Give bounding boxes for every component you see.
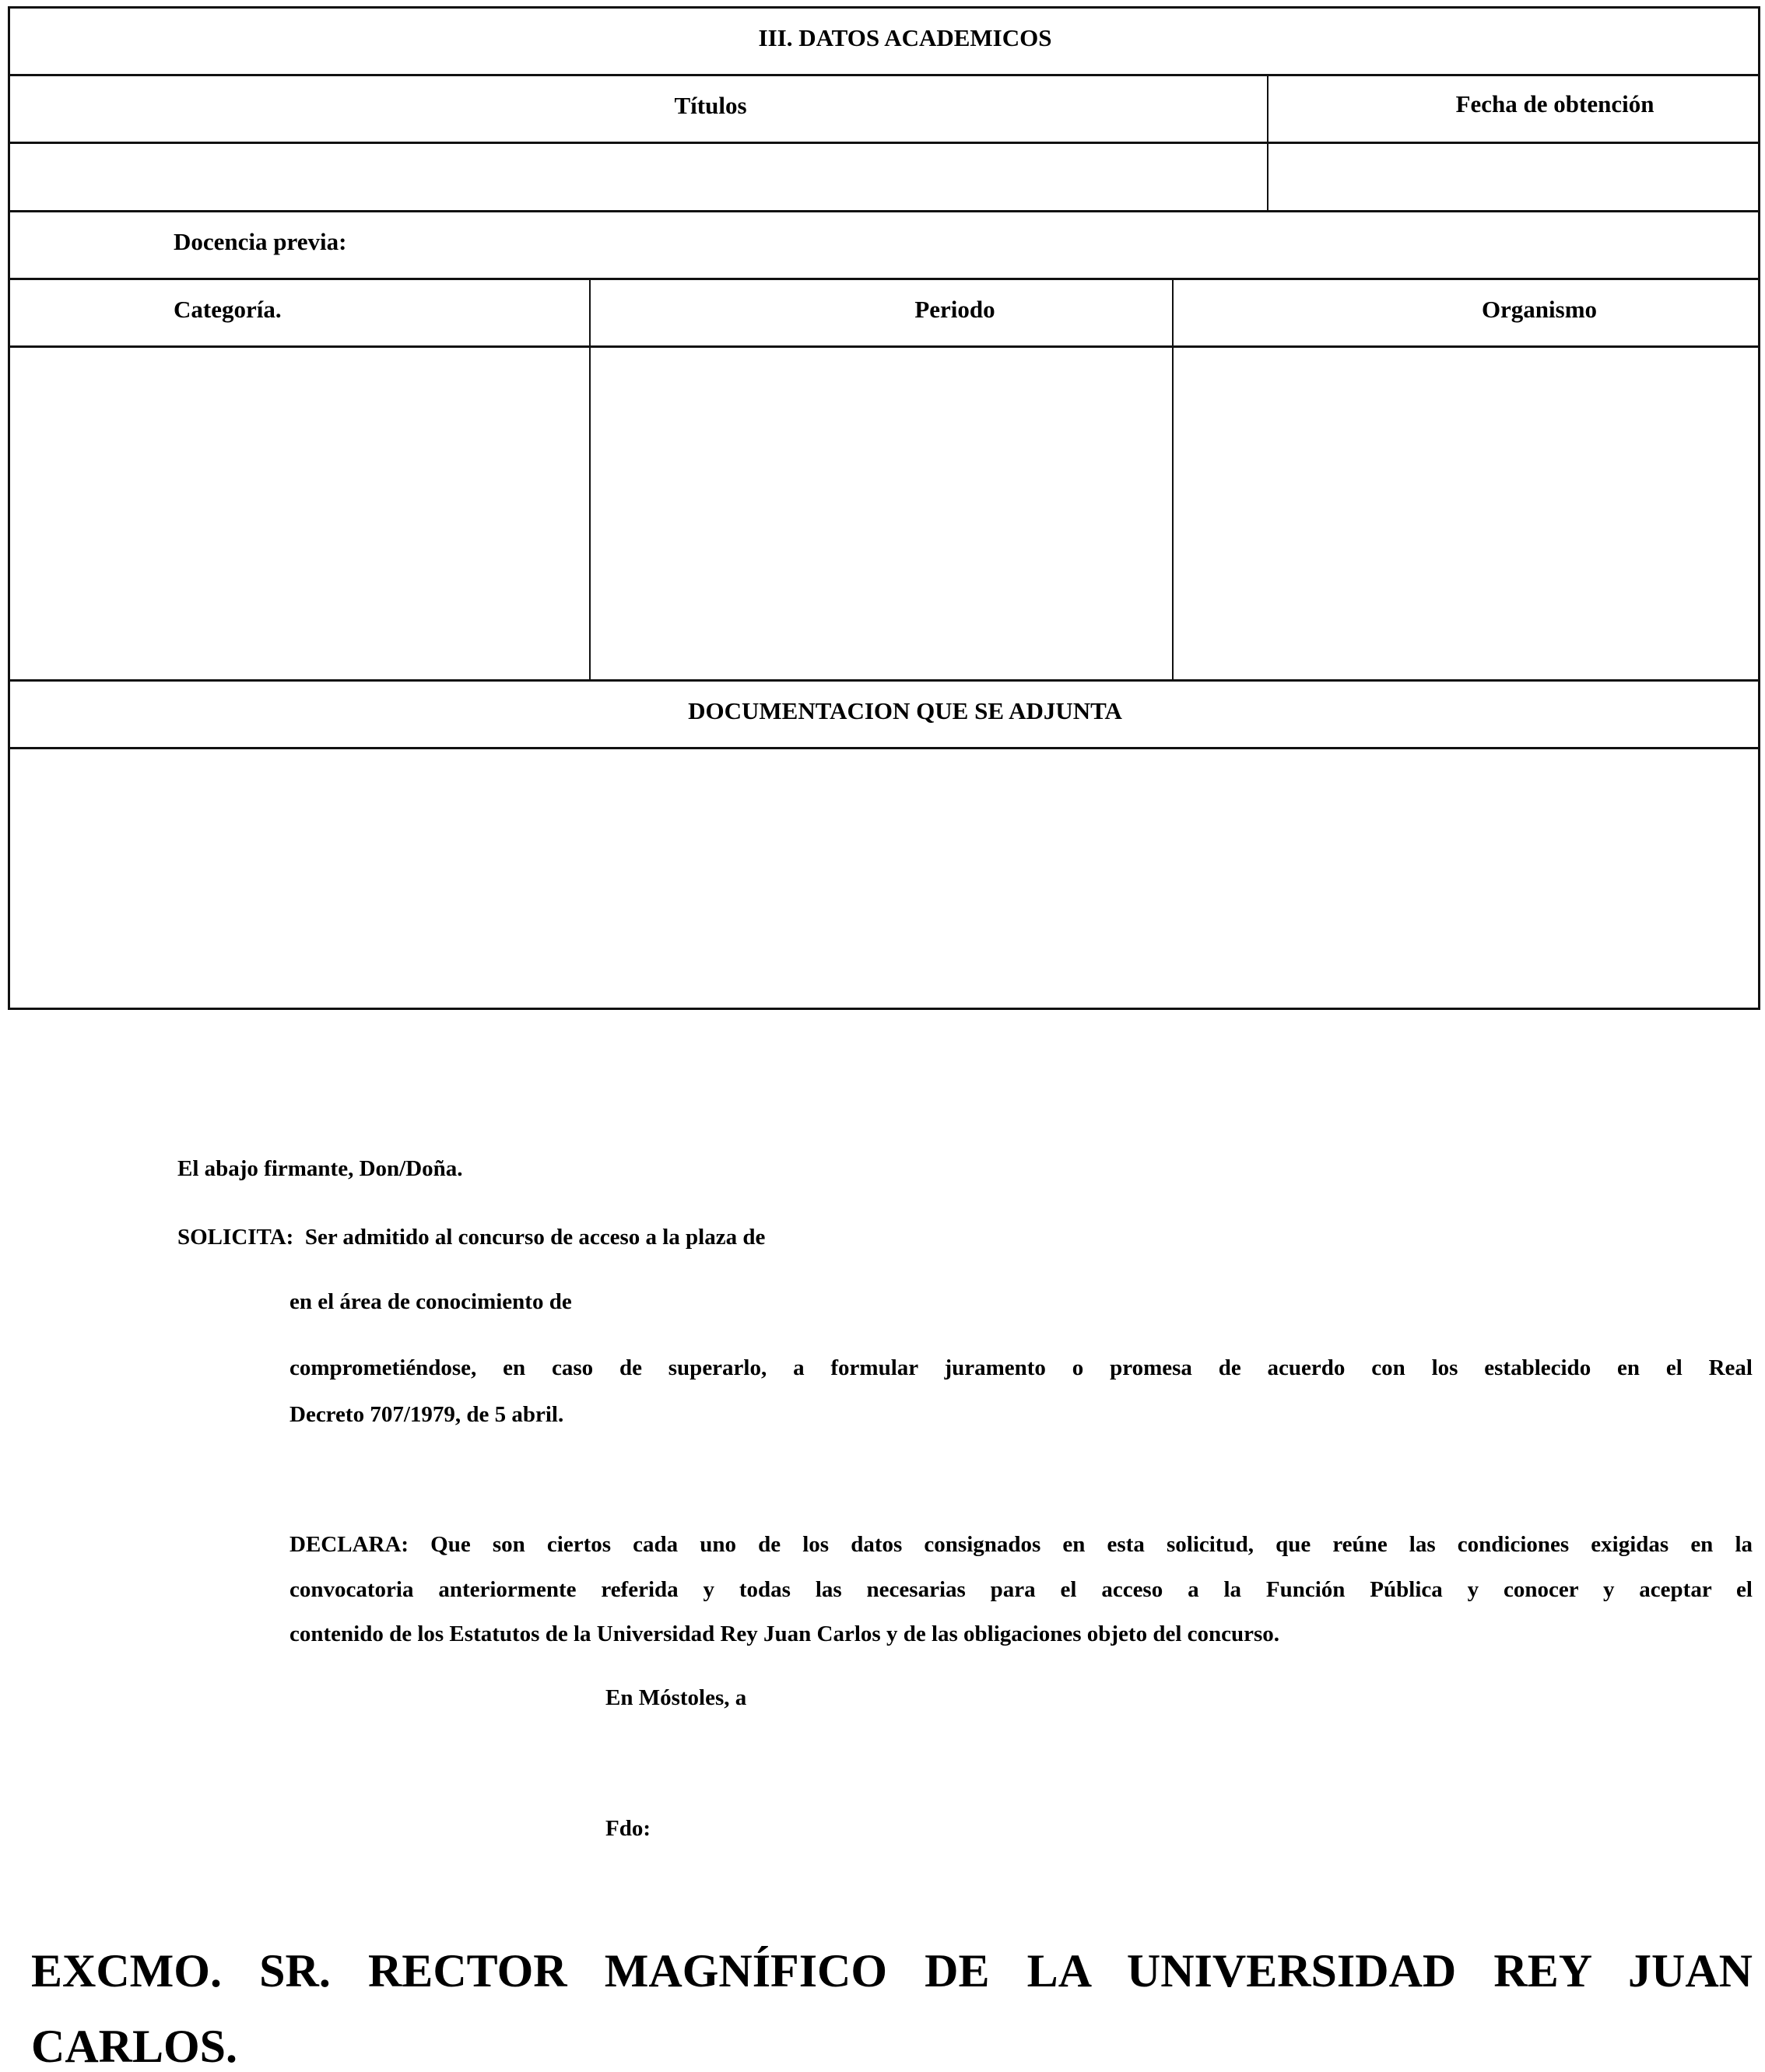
- header-periodo: Periodo: [914, 296, 995, 323]
- compromiso-line-1: comprometiéndose, en caso de superarlo, a formular juramento o promesa de acuerdo con los establecido en el Real: [289, 1355, 1753, 1380]
- header-organismo: Organismo: [1481, 296, 1598, 323]
- addressee-line-1: EXCMO. SR. RECTOR MAGNÍFICO DE LA UNIVERSIDAD REY JUAN: [31, 1945, 1753, 1997]
- column-divider: [589, 279, 591, 681]
- signature-label: Fdo:: [605, 1816, 651, 1841]
- row-divider: [10, 679, 1758, 682]
- solicita-line: SOLICITA: Ser admitido al concurso de acceso a la plaza de: [177, 1225, 766, 1250]
- row-divider: [10, 74, 1758, 76]
- documentacion-field[interactable]: [13, 752, 1756, 1006]
- header-categoria: Categoría.: [174, 296, 282, 323]
- signer-line: El abajo firmante, Don/Doña.: [177, 1156, 463, 1181]
- docencia-previa-label: Docencia previa:: [174, 228, 347, 255]
- declara-line-2: convocatoria anteriormente referida y todas las necesarias para el acceso a la Función Pública y conocer y aceptar el: [289, 1577, 1753, 1602]
- declara-line-3: contenido de los Estatutos de la Universidad Rey Juan Carlos y de las obligaciones objeto del concurso.: [289, 1621, 1280, 1646]
- row-divider: [10, 278, 1758, 280]
- categoria-field[interactable]: [13, 351, 586, 676]
- header-fecha-obtencion: Fecha de obtención: [1455, 90, 1654, 117]
- datos-academicos-table: [8, 6, 1760, 1010]
- compromiso-line-2: Decreto 707/1979, de 5 abril.: [289, 1402, 564, 1427]
- documentacion-header: DOCUMENTACION QUE SE ADJUNTA: [688, 697, 1122, 724]
- fecha-obtencion-field[interactable]: [1272, 147, 1765, 206]
- row-divider: [10, 142, 1758, 144]
- declara-line-1: DECLARA: Que son ciertos cada uno de los datos consignados en esta solicitud, que reúne las condiciones exigidas en la: [289, 1532, 1753, 1557]
- row-divider: [10, 747, 1758, 749]
- place-date-line: En Móstoles, a: [605, 1685, 747, 1710]
- column-divider: [1172, 279, 1174, 681]
- organismo-field[interactable]: [1177, 351, 1756, 676]
- column-divider: [1267, 75, 1268, 212]
- row-divider: [10, 345, 1758, 348]
- titulos-field[interactable]: [13, 147, 1263, 206]
- section-title: III. DATOS ACADEMICOS: [758, 24, 1052, 51]
- row-divider: [10, 210, 1758, 212]
- addressee-line-2: CARLOS.: [31, 2021, 238, 2072]
- area-line: en el área de conocimiento de: [289, 1289, 572, 1314]
- periodo-field[interactable]: [594, 351, 1170, 676]
- header-titulos: Títulos: [674, 92, 747, 119]
